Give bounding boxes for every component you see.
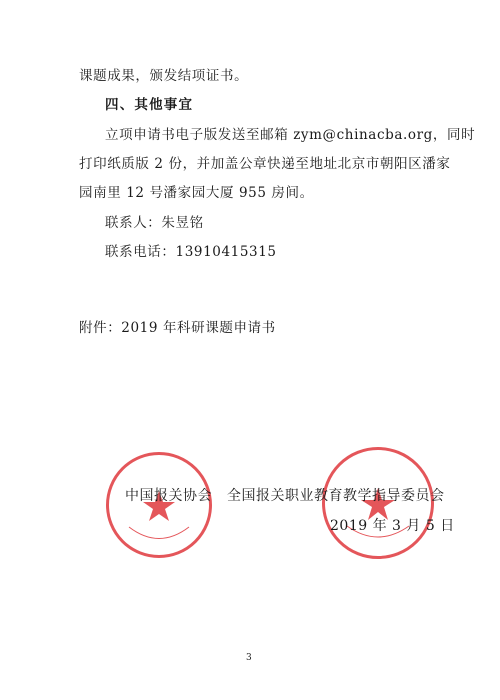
signature-date: 2019 年 3 月 5 日: [330, 518, 455, 534]
contact-person: 联系人：朱昱铭: [105, 215, 204, 231]
seal-star-icon: [109, 455, 209, 555]
page-number: 3: [246, 653, 252, 663]
paragraph-line: 打印纸质版 2 份，并加盖公章快递至地址北京市朝阳区潘家: [79, 156, 451, 172]
attachment-line: 附件：2019 年科研课题申请书: [79, 320, 276, 336]
section-heading: 四、其他事宜: [105, 97, 194, 113]
signature-org1: 中国报关协会: [125, 488, 212, 504]
signature-org2: 全国报关职业教育教学指导委员会: [227, 488, 445, 504]
contact-phone: 联系电话：13910415315: [105, 244, 277, 260]
association-seal: [106, 452, 212, 558]
paragraph-line: 立项申请书电子版发送至邮箱 zym@chinacba.org，同时: [105, 127, 476, 143]
paragraph-line: 课题成果，颁发结项证书。: [79, 68, 249, 84]
paragraph-line: 园南里 12 号潘家园大厦 955 房间。: [79, 185, 314, 201]
